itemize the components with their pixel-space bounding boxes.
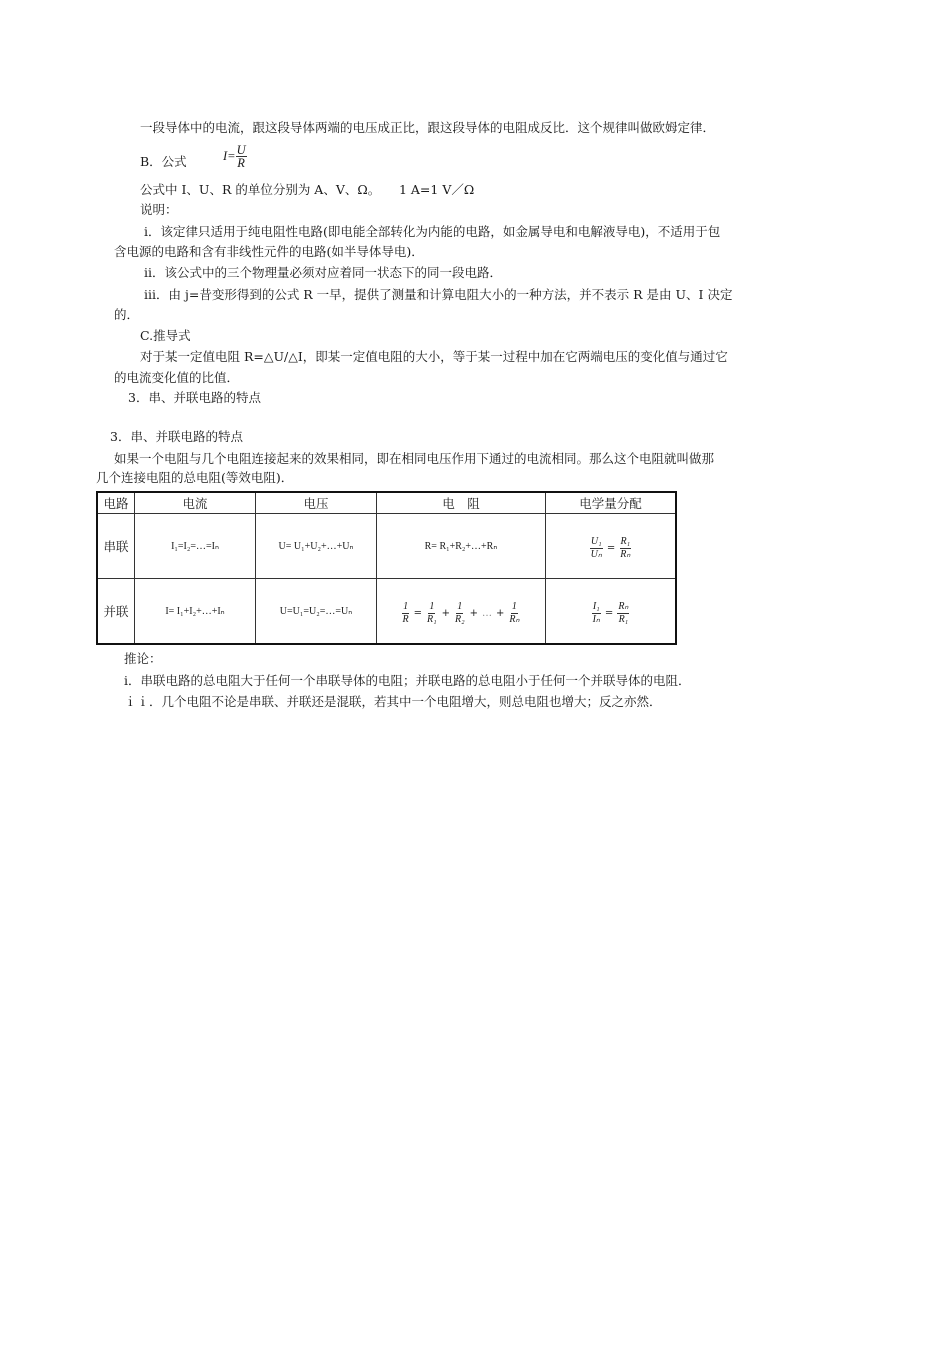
parallel-distribution <box>546 579 677 645</box>
corollary2: ｉｉ．几个电阻不论是串联、并联还是混联，若其中一个电阻增大，则总电阻也增大；反之亦然． <box>124 694 662 709</box>
par-r-den1: R₁ <box>427 613 437 625</box>
ohm-formula <box>223 144 247 169</box>
par-r-den2: R₂ <box>455 613 465 625</box>
par-dist-den1: Iₙ <box>592 613 600 625</box>
par-r-plus2: + <box>469 607 478 619</box>
header-circuit: 电路 <box>97 492 135 514</box>
header-voltage: 电压 <box>256 492 377 514</box>
par-r-num3: 1 <box>511 600 517 612</box>
par-r-num2: 1 <box>457 600 463 612</box>
par-r-dots: … <box>481 607 492 619</box>
series-distribution <box>546 514 677 579</box>
intro-text: 一段导体中的电流，跟这段导体两端的电压成正比，跟这段导体的电阻成反比．这个规律叫做欧姆定律． <box>140 120 716 135</box>
series-dist-den2: Rₙ <box>620 548 631 560</box>
formula-numerator: U <box>236 143 246 157</box>
note3-line1: iii．由 j=昔变形得到的公式 R 一早，提供了测量和计算电阻大小的一种方法，并不表示 R 是由 U、I 决定 <box>144 287 733 302</box>
parallel-resistance <box>377 579 546 645</box>
par-r-num1: 1 <box>429 600 435 612</box>
section3-heading-b: 3．串、并联电路的特点 <box>110 429 243 444</box>
equiv-line1: 如果一个电阻与几个电阻连接起来的效果相同，即在相同电压作用下通过的电流相同。那么这个电阻就叫做那 <box>114 451 715 466</box>
par-dist-eq: = <box>604 607 614 619</box>
series-dist-den1: Uₙ <box>590 548 602 560</box>
par-r-den0: R <box>402 613 409 625</box>
section3-heading-a: 3．串、并联电路的特点 <box>128 390 261 405</box>
par-dist-den2: R₁ <box>618 613 629 625</box>
header-current: 电流 <box>135 492 256 514</box>
explain-label: 说明： <box>140 202 178 217</box>
table-header-row <box>97 492 676 514</box>
par-r-plus3: + <box>495 607 505 619</box>
par-r-plus1: + <box>441 607 450 619</box>
derive-line2: 的电流变化值的比值． <box>114 370 240 385</box>
derive-line1: 对于某一定值电阻 R=△U/△I，即某一定值电阻的大小，等于某一过程中加在它两端电压的变化值与通过它 <box>140 349 728 364</box>
series-dist-num2: R₁ <box>620 535 631 547</box>
formula-lhs: I= <box>223 149 236 163</box>
corollary-label: 推论： <box>124 651 162 666</box>
parallel-current: I= I₁+I₂+…+Iₙ <box>135 579 256 645</box>
table-row-parallel <box>97 579 676 645</box>
header-resistance: 电 阻 <box>377 492 546 514</box>
series-label: 串联 <box>97 514 135 579</box>
formula-fraction <box>236 144 247 169</box>
series-dist-eq: = <box>606 542 616 554</box>
series-voltage: U= U₁+U₂+…+Uₙ <box>256 514 377 579</box>
formula-denominator: R <box>237 156 245 170</box>
par-r-num0: 1 <box>403 600 409 612</box>
note2: ii．该公式中的三个物理量必须对应着同一状态下的同一段电路． <box>144 265 502 280</box>
header-distribution: 电学量分配 <box>546 492 677 514</box>
equiv-line2: 几个连接电阻的总电阻(等效电阻)． <box>96 470 294 485</box>
note3-line2: 的． <box>114 307 140 322</box>
par-r-den3: Rₙ <box>509 613 520 625</box>
series-current: I₁=I₂=…=Iₙ <box>135 514 256 579</box>
circuit-table <box>96 491 677 645</box>
units-text: 公式中 I、U、R 的单位分别为 A、V、Ω。 1 A=1 V／Ω <box>140 182 475 197</box>
series-resistance: R= R₁+R₂+…+Rₙ <box>377 514 546 579</box>
formula-label: B．公式 <box>140 154 187 169</box>
par-r-eq: = <box>413 607 423 619</box>
table-row-series <box>97 514 676 579</box>
parallel-label: 并联 <box>97 579 135 645</box>
derive-label: C.推导式 <box>140 328 191 343</box>
par-dist-num2: Rₙ <box>618 600 629 612</box>
corollary1: i．串联电路的总电阻大于任何一个串联导体的电阻；并联电路的总电阻小于任何一个并联导体的电阻． <box>124 673 691 688</box>
parallel-voltage: U=U₁=U₂=…=Uₙ <box>256 579 377 645</box>
series-dist-num1: U₁ <box>590 535 602 547</box>
par-dist-num1: I₁ <box>592 600 600 612</box>
note1-line1: i．该定律只适用于纯电阻性电路(即电能全部转化为内能的电路，如金属导电和电解液导电)，不适用于包 <box>144 224 721 239</box>
note1-line2: 含电源的电路和含有非线性元件的电路(如半导体导电)． <box>114 244 424 259</box>
